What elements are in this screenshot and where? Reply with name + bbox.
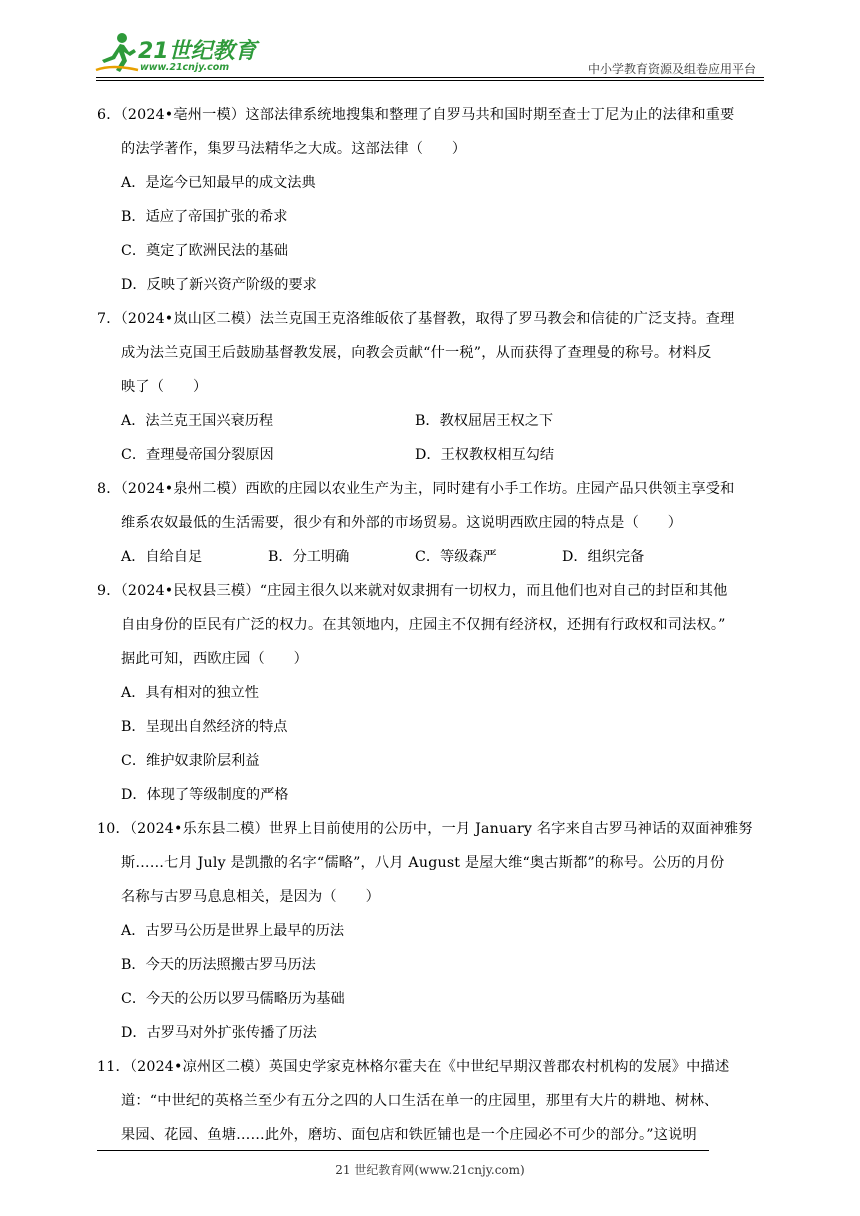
question-stem-line: 斯……七月 July 是凯撒的名字“儒略”，八月 August 是屋大维“奥古斯都”的称号。公历的月份 [121, 855, 725, 871]
footer-divider [97, 1150, 709, 1151]
option-b: B．呈现出自然经济的特点 [121, 719, 288, 735]
question-9 [97, 574, 765, 676]
platform-title: 中小学教育资源及组卷应用平台 [587, 62, 756, 76]
question-stem-line: 的法学著作，集罗马法精华之大成。这部法律（ ） [121, 141, 467, 157]
question-stem-line: 9．（2024•民权县三模）“庄园主很久以来就对奴隶拥有一切权力，而且他们也对自己的封臣和其他 [97, 583, 728, 599]
question-stem-line: 维系农奴最低的生活需要，很少有和外部的市场贸易。这说明西欧庄园的特点是（ ） [121, 515, 683, 531]
option-d: D．体现了等级制度的严格 [121, 787, 289, 803]
option-b: B．适应了帝国扩张的希求 [121, 209, 288, 225]
question-stem-line: 7．（2024•岚山区二模）法兰克国王克洛维皈依了基督教，取得了罗马教会和信徒的广泛支持。查理 [97, 311, 735, 327]
question-11 [97, 1050, 765, 1152]
option-row [97, 438, 765, 472]
option-d: D．组织完备 [562, 549, 645, 565]
header-divider [96, 77, 764, 78]
question-stem-line: 8．（2024•泉州二模）西欧的庄园以农业生产为主，同时建有小手工作坊。庄园产品只供领主享受和 [97, 481, 735, 497]
option-a: A．具有相对的独立性 [121, 685, 259, 701]
option-a: A．是迄今已知最早的成文法典 [121, 175, 316, 191]
logo [92, 30, 262, 78]
question-7 [97, 302, 765, 404]
option-d: D．反映了新兴资产阶级的要求 [121, 277, 317, 293]
option-b: B．今天的历法照搬古罗马历法 [121, 957, 316, 973]
question-stem-line: 成为法兰克国王后鼓励基督教发展，向教会贡献“什一税”，从而获得了查理曼的称号。材料反 [121, 345, 712, 361]
logo-url-text: www.21cnjy.com [140, 62, 230, 73]
option-c: C．等级森严 [415, 549, 497, 565]
option-d: D．古罗马对外扩张传播了历法 [121, 1025, 317, 1041]
question-stem-line: 果园、花园、鱼塘……此外，磨坊、面包店和铁匠铺也是一个庄园必不可少的部分。”这说明 [121, 1127, 697, 1143]
option-row [97, 540, 765, 574]
runner-logo-icon [92, 30, 142, 76]
question-stem-line: 道：“中世纪的英格兰至少有五分之四的人口生活在单一的庄园里，那里有大片的耕地、树林、 [121, 1093, 719, 1109]
option-c: C．查理曼帝国分裂原因 [121, 447, 274, 463]
question-stem-line: 11．（2024•凉州区二模）英国史学家克林格尔霍夫在《中世纪早期汉普郡农村机构的发展》中描述 [97, 1059, 730, 1075]
question-10 [97, 812, 765, 914]
option-d: D．王权教权相互勾结 [415, 447, 555, 463]
question-stem-line: 6．（2024•亳州一模）这部法律系统地搜集和整理了自罗马共和国时期至查士丁尼为止的法律和重要 [97, 107, 735, 123]
option-a: A．法兰克王国兴衰历程 [121, 413, 274, 429]
question-6 [97, 98, 765, 166]
question-stem-line: 据此可知，西欧庄园（ ） [121, 651, 309, 667]
page-header [0, 0, 860, 80]
option-c: C．维护奴隶阶层利益 [121, 753, 260, 769]
option-b: B．教权屈居王权之下 [415, 413, 554, 429]
logo-brand-text: 21世纪教育 [138, 39, 257, 64]
question-8 [97, 472, 765, 540]
option-c: C．今天的公历以罗马儒略历为基础 [121, 991, 345, 1007]
question-list [97, 98, 765, 1152]
option-row [97, 404, 765, 438]
question-stem-line: 映了（ ） [121, 379, 208, 395]
option-a: A．古罗马公历是世界上最早的历法 [121, 923, 345, 939]
question-stem-line: 名称与古罗马息息相关，是因为（ ） [121, 889, 380, 905]
page-footer: 21 世纪教育网(www.21cnjy.com) [335, 1163, 525, 1177]
header-divider-thin [96, 80, 764, 81]
question-stem-line: 自由身份的臣民有广泛的权力。在其领地内，庄园主不仅拥有经济权，还拥有行政权和司法权。” [121, 617, 726, 633]
option-b: B．分工明确 [268, 549, 350, 565]
option-c: C．奠定了欧洲民法的基础 [121, 243, 288, 259]
question-stem-line: 10．（2024•乐东县二模）世界上目前使用的公历中，一月 January 名字来自古罗马神话的双面神雅努 [97, 821, 753, 837]
option-a: A．自给自足 [121, 549, 203, 565]
